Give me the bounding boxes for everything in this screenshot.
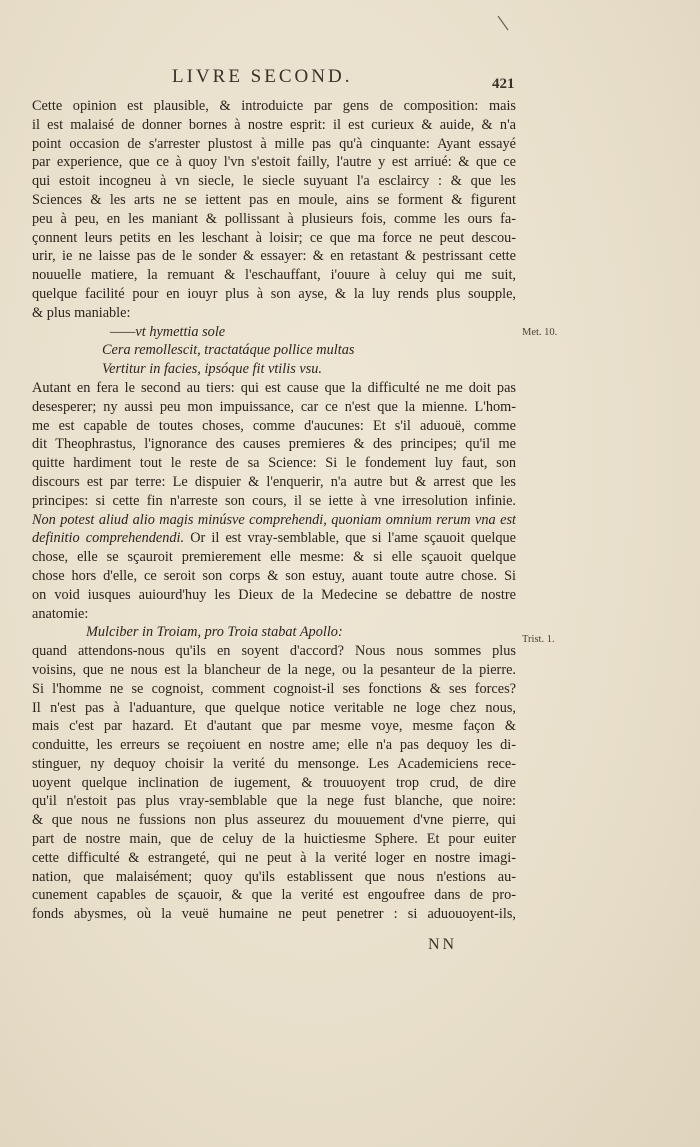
running-title: LIVRE SECOND. (172, 66, 353, 87)
signature-mark: NN (428, 936, 458, 953)
text-line: me est capable de toutes choses, comme d'aucunes: Et s'il aduouë, comme (32, 417, 516, 434)
latin-quote-line (32, 511, 516, 530)
paragraph-4 (32, 642, 516, 924)
text-line: part de nostre main, que de celuy de la huictiesme Sphere. Et pour euiter (32, 831, 516, 848)
verse-quotation (32, 323, 516, 379)
paragraph-2 (32, 379, 516, 623)
text-line: il est malaisé de donner bornes à nostre esprit: il est curieux & auide, & n'a (32, 116, 516, 133)
text-line: & que nous ne fussions non plus asseurez du mouuement d'vne pierre, qui (32, 812, 516, 829)
text-line: dit Theophrastus, l'ignorance des causes premieres & des principes; qu'il me (32, 436, 516, 453)
paragraph-1 (32, 97, 516, 323)
text-line: quand attendons-nous qu'ils en soyent d'accord? Nous nous sommes plus (32, 643, 516, 660)
text-line: Si l'homme ne se cognoist, comment cognoist-il ses fonctions & ses forces? (32, 680, 516, 697)
text-line: qu'il n'estoit pas plus vray-semblable que la nege fust blanche, que noire: (32, 793, 516, 810)
ovid-verse (32, 623, 516, 642)
text-line: on void iusques auiourd'huy les Dieux de la Medecine se debattre de nostre (32, 586, 516, 603)
text-line: voisins, que ne nous est la blancheur de la nege, ou la pesanteur de la pierre. (32, 661, 516, 678)
text-line: mais c'est par hazard. Et d'autant que par mesme voye, mesme façon & (32, 718, 516, 735)
text-line: peu à peu, en les maniant & pollissant à plusieurs fois, comme les ours fa- (32, 210, 516, 227)
text-line: Il n'est pas à l'aduanture, que quelque notice veritable ne loge chez nous, (32, 699, 516, 716)
ink-stroke-mark (496, 14, 510, 32)
text-line: fonds abysmes, où la veuë humaine ne peut penetrer : si aduouoyent-ils, (32, 906, 516, 923)
text-line: Autant en fera le second au tiers: qui est cause que la difficulté ne me doit pas (32, 379, 516, 396)
verse-line: Mulciber in Troiam, pro Troia stabat Apollo: (86, 624, 343, 641)
text-line: discours est par terre: Le dispuier & l'enquerir, n'a autre but & arrest que les (32, 473, 516, 490)
text-line: point occasion de s'arrester plustost à mille pas qu'à cinquante: Ayant essayé (32, 135, 516, 152)
text-line: & plus maniable: (32, 304, 131, 321)
text-line (32, 529, 516, 548)
text-line: uoyent quelque inclination de iugement, & trouuoyent trop crud, de dire (32, 774, 516, 791)
text-line: qui estoit incogneu à vn siecle, le siecle suyuant l'a esclaircy : & que les (32, 173, 516, 190)
text-line: urir, ie ne laisse pas de le sonder & essayer: & en retastant & pestrissant cette (32, 248, 516, 265)
text-line: quelque facilité pour en iouyr plus à son ayse, & la luy rends plus soupple, (32, 285, 516, 302)
text-line: nation, que malaisément; quoy qu'ils establissent que nous n'estions au- (32, 868, 516, 885)
text-line: chose, elle se sçauroit premierement elle mesme: & si elle sçauoit quelque (32, 549, 516, 566)
latin-quote-end: definitio comprehendendi. (32, 530, 185, 547)
text-line: cette difficulté & estrangeté, qui ne peut à la verité loger en nostre imagi- (32, 849, 516, 866)
text-line: nouuelle matiere, la remuant & l'eschauffant, i'ouure à celuy qui me suit, (32, 267, 516, 284)
main-text-block (32, 97, 516, 924)
text-line: Sciences & les arts ne se iettent pas en moule, ains se forment & figurent (32, 191, 516, 208)
text-line: cunement capables de sçauoir, & que la verité est engoufree dans de pro- (32, 887, 516, 904)
sentence-continuation: Or il est vray-semblable, que si l'ame sçauoit quelque (184, 530, 516, 547)
text-line: desesperer; ny aussi peu mon impuissance, car ce n'est que la mienne. L'hom- (32, 398, 516, 415)
text-line: Cette opinion est plausible, & introduicte par gens de composition: mais (32, 98, 516, 114)
margin-note-met: Met. 10. (522, 327, 558, 338)
verse-line: ——vt hymettia sole (110, 323, 226, 340)
text-line: anatomie: (32, 605, 89, 622)
margin-note-trist: Trist. 1. (522, 634, 555, 645)
verse-line: Cera remollescit, tractatáque pollice multas (102, 342, 355, 359)
latin-quote: Non potest aliud alio magis minúsve comprehendi, quoniam omnium rerum vna est (32, 511, 516, 528)
verse-line: Vertitur in facies, ipsóque fit vtilis vsu. (102, 361, 322, 378)
page-number: 421 (492, 76, 515, 92)
text-line: quitte hardiment tout le reste de sa Science: Si le fondement luy faut, son (32, 455, 516, 472)
text-line: chose hors d'elle, ce seroit son corps & son estuy, auant toute autre chose. Si (32, 567, 516, 584)
text-line: çonnent leurs petits en les leschant à loisir; ce que ma force ne peut descou- (32, 229, 516, 246)
text-line: conduitte, les erreurs se reçoiuent en nostre ame; elle n'a pas dequoy les di- (32, 737, 516, 754)
text-line: principes: si cette fin n'arreste son cours, il se iette à vne irresolution infinie. (32, 492, 516, 509)
text-line: par experience, que ce à quoy l'vn s'estoit failly, l'autre y est arriué: & que ce (32, 154, 516, 171)
text-line: stinguer, ny dequoy choisir la verité du mensonge. Les Academiciens rece- (32, 755, 516, 772)
